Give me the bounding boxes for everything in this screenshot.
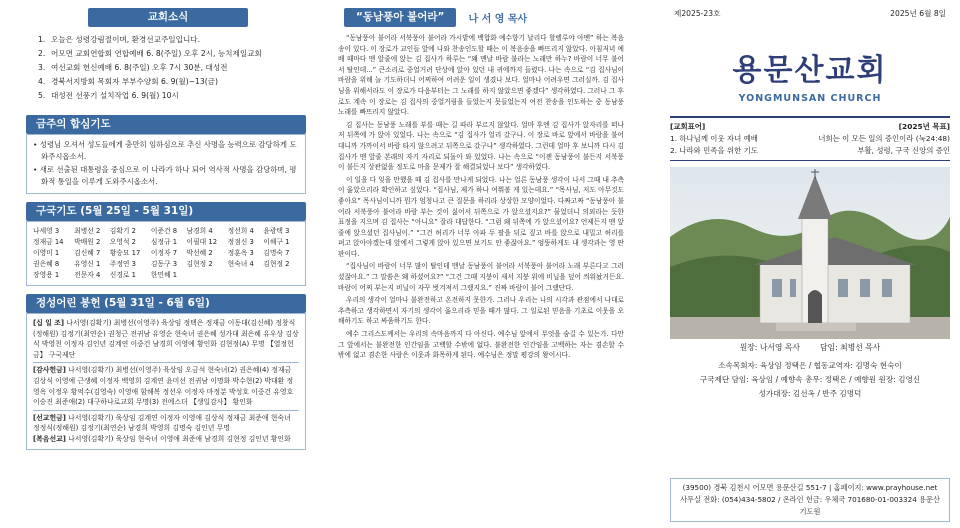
district-prayer-section	[26, 202, 306, 286]
sermon-panel	[320, 0, 640, 528]
sermon-paragraph: “집사님이 바람이 너무 많이 탈인데 맨날 동남풍이 불어라 서북풍아 불어라 노래 부른다고 그러셨잖아요.” 그 말씀은 왜 하셨어요?” “그건 그때 지붕이 새서 지붕 위에 비닐을 덮어 씌워놨거든요. 바람이 어찌 부는지 비닐이 자꾸 벗겨져서 그랬지요.” 진짜 바람이 불어 그랬단다.	[338, 262, 624, 292]
motto-left-head: [교회표어]	[670, 122, 706, 131]
district-cell: 한민혜 1	[150, 271, 178, 279]
district-cell: 정점신 3	[227, 238, 254, 246]
issue-number: 제2025-23호	[674, 9, 721, 18]
district-cell: 윤광택 3	[263, 227, 290, 235]
offering-row: [감사헌금] 나서영(김확기) 최병선(이영주) 육상임 오금석 현숙녀(2) 권은혜(4) 정재금 김상식 이영예 근생혜 이정자 백영희 김계연 윤미선 전귀남 이명화 박수현(2) 박대환 정영옥 이정우 황억수(김영숙) 이영애 함해복 정선우 이정자 마정분 박성호 이중건 유영호 이승진 최준애(2) 대구하나로교회 무명(3) 전에스더 【생일감사】 황인화	[33, 362, 299, 407]
district-cell: 정훈옥 3	[227, 249, 254, 257]
motto-line: 2. 나라와 민족을 위한 기도	[670, 146, 758, 155]
sermon-paragraph: “동남풍아 불어라 서북풍아 불어라 가시밭에 백합화 예수향기 날리다 할렐루야 아멘” 하는 복음송이 있다. 이 장로가 교인들 앞에 나와 찬송인도할 때는 이 복음송을 빠뜨리지 않았다. 아침저녁 예배 때마다 맨 앞줄에 앉는 김 집사가 하루는 “왜 맨날 바람 불라는 노래만 하누? 바람이 너무 불어서 탈인데...” 큰소리로 중얼거려 단상에 앉아 있던 내 귀에까지 들렸다. 나는 속으로 “김 집사님이 바람을 위해 늘 기도하더니 어찌하여 어려운 일이 생겼나 보다. 얼마나 어려우면 그러실까. 김 집사님을 위해서라도 이 장로가 다음부터는 그 노래를 하지 않았으면 좋겠다” 생각하였다. 그러나 그 후로도 계속 이 장로는 김 집사의 중얼거림을 들었는지 못들었는지 여전 찬송을 인도하는 중 동남풍 노래를 빠뜨리지 않았다.	[338, 34, 624, 117]
church-address	[670, 478, 950, 522]
leader-line: 구국제단 담임: 육상임 / 예향속 총무: 정택은 / 예향원 원장: 김영신	[699, 375, 921, 384]
news-item: 4. 경북서지방회 목회자 부부수양회 6. 9(월)~13(금)	[38, 77, 218, 86]
offering-row: [십 일 조] 나서영(김확기) 최병선(이영주) 육상임 정택은 정재금 이동대(김신혜) 정창식(정해원) 김정기(최연순) 권청근 전귀남 유영순 현숙녀 권은혜 성가대 최은혜 유우상 김상식 박영천 이정자 김인년 김계연 이중건 남경희 이영예 황인화 김현정(A) 무명 【열정헌금】 구국제단	[33, 319, 299, 359]
church-photo	[670, 167, 950, 339]
district-cell	[228, 270, 264, 281]
prayer-section	[26, 115, 306, 194]
district-cell: 신경로 1	[109, 271, 136, 279]
news-item: 5. 대성전 선풍기 설치작업 6. 9(월) 10시	[38, 91, 179, 100]
contact-line: 사무실 전화: (054)434-5802 / 온라인 헌금: 우체국 701680-01-003324 용문산기도원	[680, 495, 940, 516]
district-cell: 최병선 2	[74, 227, 101, 235]
sermon-paragraph: 김 집사는 동남풍 노래를 부를 때는 길 따라 부르지 않았다. 얼마 후엔 김 집사가 앉자리를 떠나 저 뒤쪽에 가 앉아 있었다. 나는 속으로 “김 집사가 얼리 갔구나. 이 장로 바로 앞에서 바람을 불어대니까 가까이서 바람 타지 않으려고 뒤쪽으로 갔구나” 생각하였다. 그런데 얼마 후 보니까 다시 김 집사가 맨 앞줄 본래의 자기 자리로 되돌아 와 있었다. 나는 속으로 “이젠 동남풍이 불든지 서북풍이 불든지 상관없을 정도로 마을 문제가 잘 해결되었나 보다” 생각하였다.	[338, 120, 624, 172]
district-cell	[187, 270, 228, 281]
church-news-title: 교회소식	[88, 8, 248, 27]
motto-right-head: [2025년 목표]	[898, 122, 950, 131]
leader-line: 성가대장: 김선옥 / 반주 김명덕	[758, 389, 862, 398]
district-cell: 남경희 4	[186, 227, 213, 235]
district-cell	[263, 270, 299, 281]
district-cell: 심정규 1	[150, 238, 178, 246]
left-panel	[0, 0, 320, 528]
district-cell: 장영용 1	[33, 271, 60, 279]
district-cell: 이영미 1	[33, 249, 60, 257]
district-table	[33, 226, 299, 281]
motto-line: 부활, 성령, 구국 신앙의 증인	[857, 146, 950, 155]
district-cell: 주정연 3	[109, 260, 136, 268]
news-item: 1. 오늘은 성령강림절이며, 환경선교주일입니다.	[38, 35, 201, 44]
district-row	[33, 237, 299, 248]
district-cell: 김신혜 7	[74, 249, 101, 257]
district-row	[33, 226, 299, 237]
cover-panel	[640, 0, 960, 528]
offering-row: [선교헌금] 나서영(김확기) 육상임 김계연 이정자 이영애 김상식 정재금 최준애 현숙녀 정정식(정해원) 김정기(최연순) 남경희 박영희 김명숙 김인년 무명	[33, 410, 299, 434]
district-cell: 김현정 2	[263, 260, 290, 268]
district-cell: 김명숙 7	[263, 249, 290, 257]
district-cell: 김확기 2	[109, 227, 136, 235]
district-cell: 이필대 12	[186, 238, 218, 246]
church-motto	[670, 116, 950, 161]
district-cell: 오영석 2	[109, 238, 136, 246]
district-cell: 나세영 3	[33, 227, 60, 235]
district-row	[33, 259, 299, 270]
district-row	[33, 248, 299, 259]
district-cell: 김현정 2	[186, 260, 213, 268]
prayer-title: 금주의 합심기도	[26, 115, 306, 134]
district-cell: 박선혜 2	[186, 249, 213, 257]
motto-line: 1. 하나님께 이웃 자녀 예배	[670, 134, 758, 143]
district-cell: 권은혜 8	[33, 260, 60, 268]
news-item: 3. 여선교회 헌신예배 6. 8(주일) 오후 7시 30분, 대성전	[38, 63, 228, 72]
church-name: 용문산교회	[732, 53, 888, 88]
prayer-item: • 새로 선출된 대통령을 중심으로 이 나라가 하나 되어 역사적 사명을 감당하며, 평화적 통일을 이루게 도와주시옵소서.	[33, 165, 297, 186]
offering-title: 정성어린 봉헌 (5월 31일 - 6월 6일)	[26, 294, 306, 313]
district-cell: 이정자 7	[150, 249, 178, 257]
news-item: 2. 어모면 교회연합회 연합예배 6. 8(주일) 오후 2시, 능치제일교회	[38, 49, 262, 58]
district-cell: 이준건 8	[150, 227, 178, 235]
district-cell: 황승묘 17	[109, 249, 141, 257]
church-name-english: YONGMUNSAN CHURCH	[738, 93, 882, 104]
church-news-section	[26, 8, 306, 107]
district-row	[33, 270, 299, 281]
offering-row: [복음선교] 나서영(김확기) 육상임 현숙녀 이영애 최준애 남경희 김현정 김인년 황인화	[33, 434, 291, 443]
leader-line: 소속목회자: 육상임 정택은 / 협동교역자: 김명숙 현숙이	[718, 361, 902, 370]
sermon-paragraph: 예수 그리스도께서는 우리의 속마음까지 다 아신다. 예수님 앞에서 무엇을 숨길 수 있는가. 다만 그 앞에서는 불완전한 인간임을 고백할 수밖에 없다. 불완전한 인간임을 고백하는 자는 겸손할 수밖에 없고 겸손한 사람은 이웃과 화목하게 된다. 예수님은 정말 평강의 왕이시다.	[338, 330, 624, 360]
sermon-title: “동남풍아 불어라”	[344, 8, 456, 27]
prayer-item: • 성령님 오셔서 성도들에게 충만히 임하심으로 추신 사명을 능력으로 감당하게 도와주시옵소서.	[33, 140, 297, 161]
issue-date: 2025년 6월 8일	[890, 9, 946, 18]
sermon-paragraph: 우리의 생각이 얼마나 불완전하고 온전하지 못한가. 그러나 우리는 나의 시각과 관점에서 나대로 추측하고 생각하면서 자기의 생각이 옳으리라 믿을 때가 많다. 그 일로된 믿음을 기초로 이웃을 오해하기도 하고 싸움하기도 한다.	[338, 296, 624, 326]
church-leaders	[670, 359, 950, 401]
district-cell: 이해구 1	[263, 238, 290, 246]
district-prayer-title: 구국기도 (5월 25일 - 5월 31일)	[26, 202, 306, 221]
district-cell: 현숙녀 4	[227, 260, 254, 268]
district-cell: 박배원 2	[74, 238, 101, 246]
district-cell: 정선희 4	[227, 227, 254, 235]
district-cell: 유영신 1	[74, 260, 101, 268]
district-cell: 김동구 3	[150, 260, 178, 268]
district-cell: 정재금 14	[33, 238, 64, 246]
sermon-author: 나 서 영 목사	[468, 14, 528, 25]
motto-line: 너희는 이 모든 일의 증인이라 (눅24:48)	[818, 134, 950, 143]
address-line: (39500) 경북 김천시 어모면 용문산길 551-7 | 홈페이지: www.prayhouse.net	[682, 483, 938, 492]
district-cell: 전문자 4	[74, 271, 101, 279]
sermon-paragraph: 이 일을 다 잊을 만했을 때 김 집사를 만나게 되었다. 나는 얼른 동남풍 생각이 나서 그때 내 추측이 옳았으리라 확인하고 싶었다. “집사님, 제가 하나 여쭤볼 게 있는데요.” “목사님, 저도 아무것도 좋아요” 목사님이니까 뭔가 엄청나고 큰 질문을 하리라 상상한 모양이었다. 다짜고짜 “동남풍아 불어라 서북풍아 불어라 바람 부는 것이 싫어서 뒤쪽으로 가 앉으셨지요?” 물었더니 의외라는 듯한 표정을 지으며 김 집사는 “아니요” 잘라 대답한다. “그럼 왜 뒤쪽에 가 앉으셨어요? 언제든지 맨 앞줄에 앉으셨던 집사님이.” “그건 허리가 너무 아파 두 팔을 뒤로 짚고 바를 앉으로 내밀고 허리를 펴고 앉아야겠는데 앞에서 그렇게 앉아 있으면 보기도 안 좋잖아요.” 엉뚱하게도 내 생각과는 영 딴판이다.	[338, 175, 624, 258]
offering-section	[26, 294, 306, 450]
sermon-body	[338, 33, 624, 361]
pastor-info: 원장: 나서영 목사 담임: 최병선 목사	[739, 343, 881, 352]
